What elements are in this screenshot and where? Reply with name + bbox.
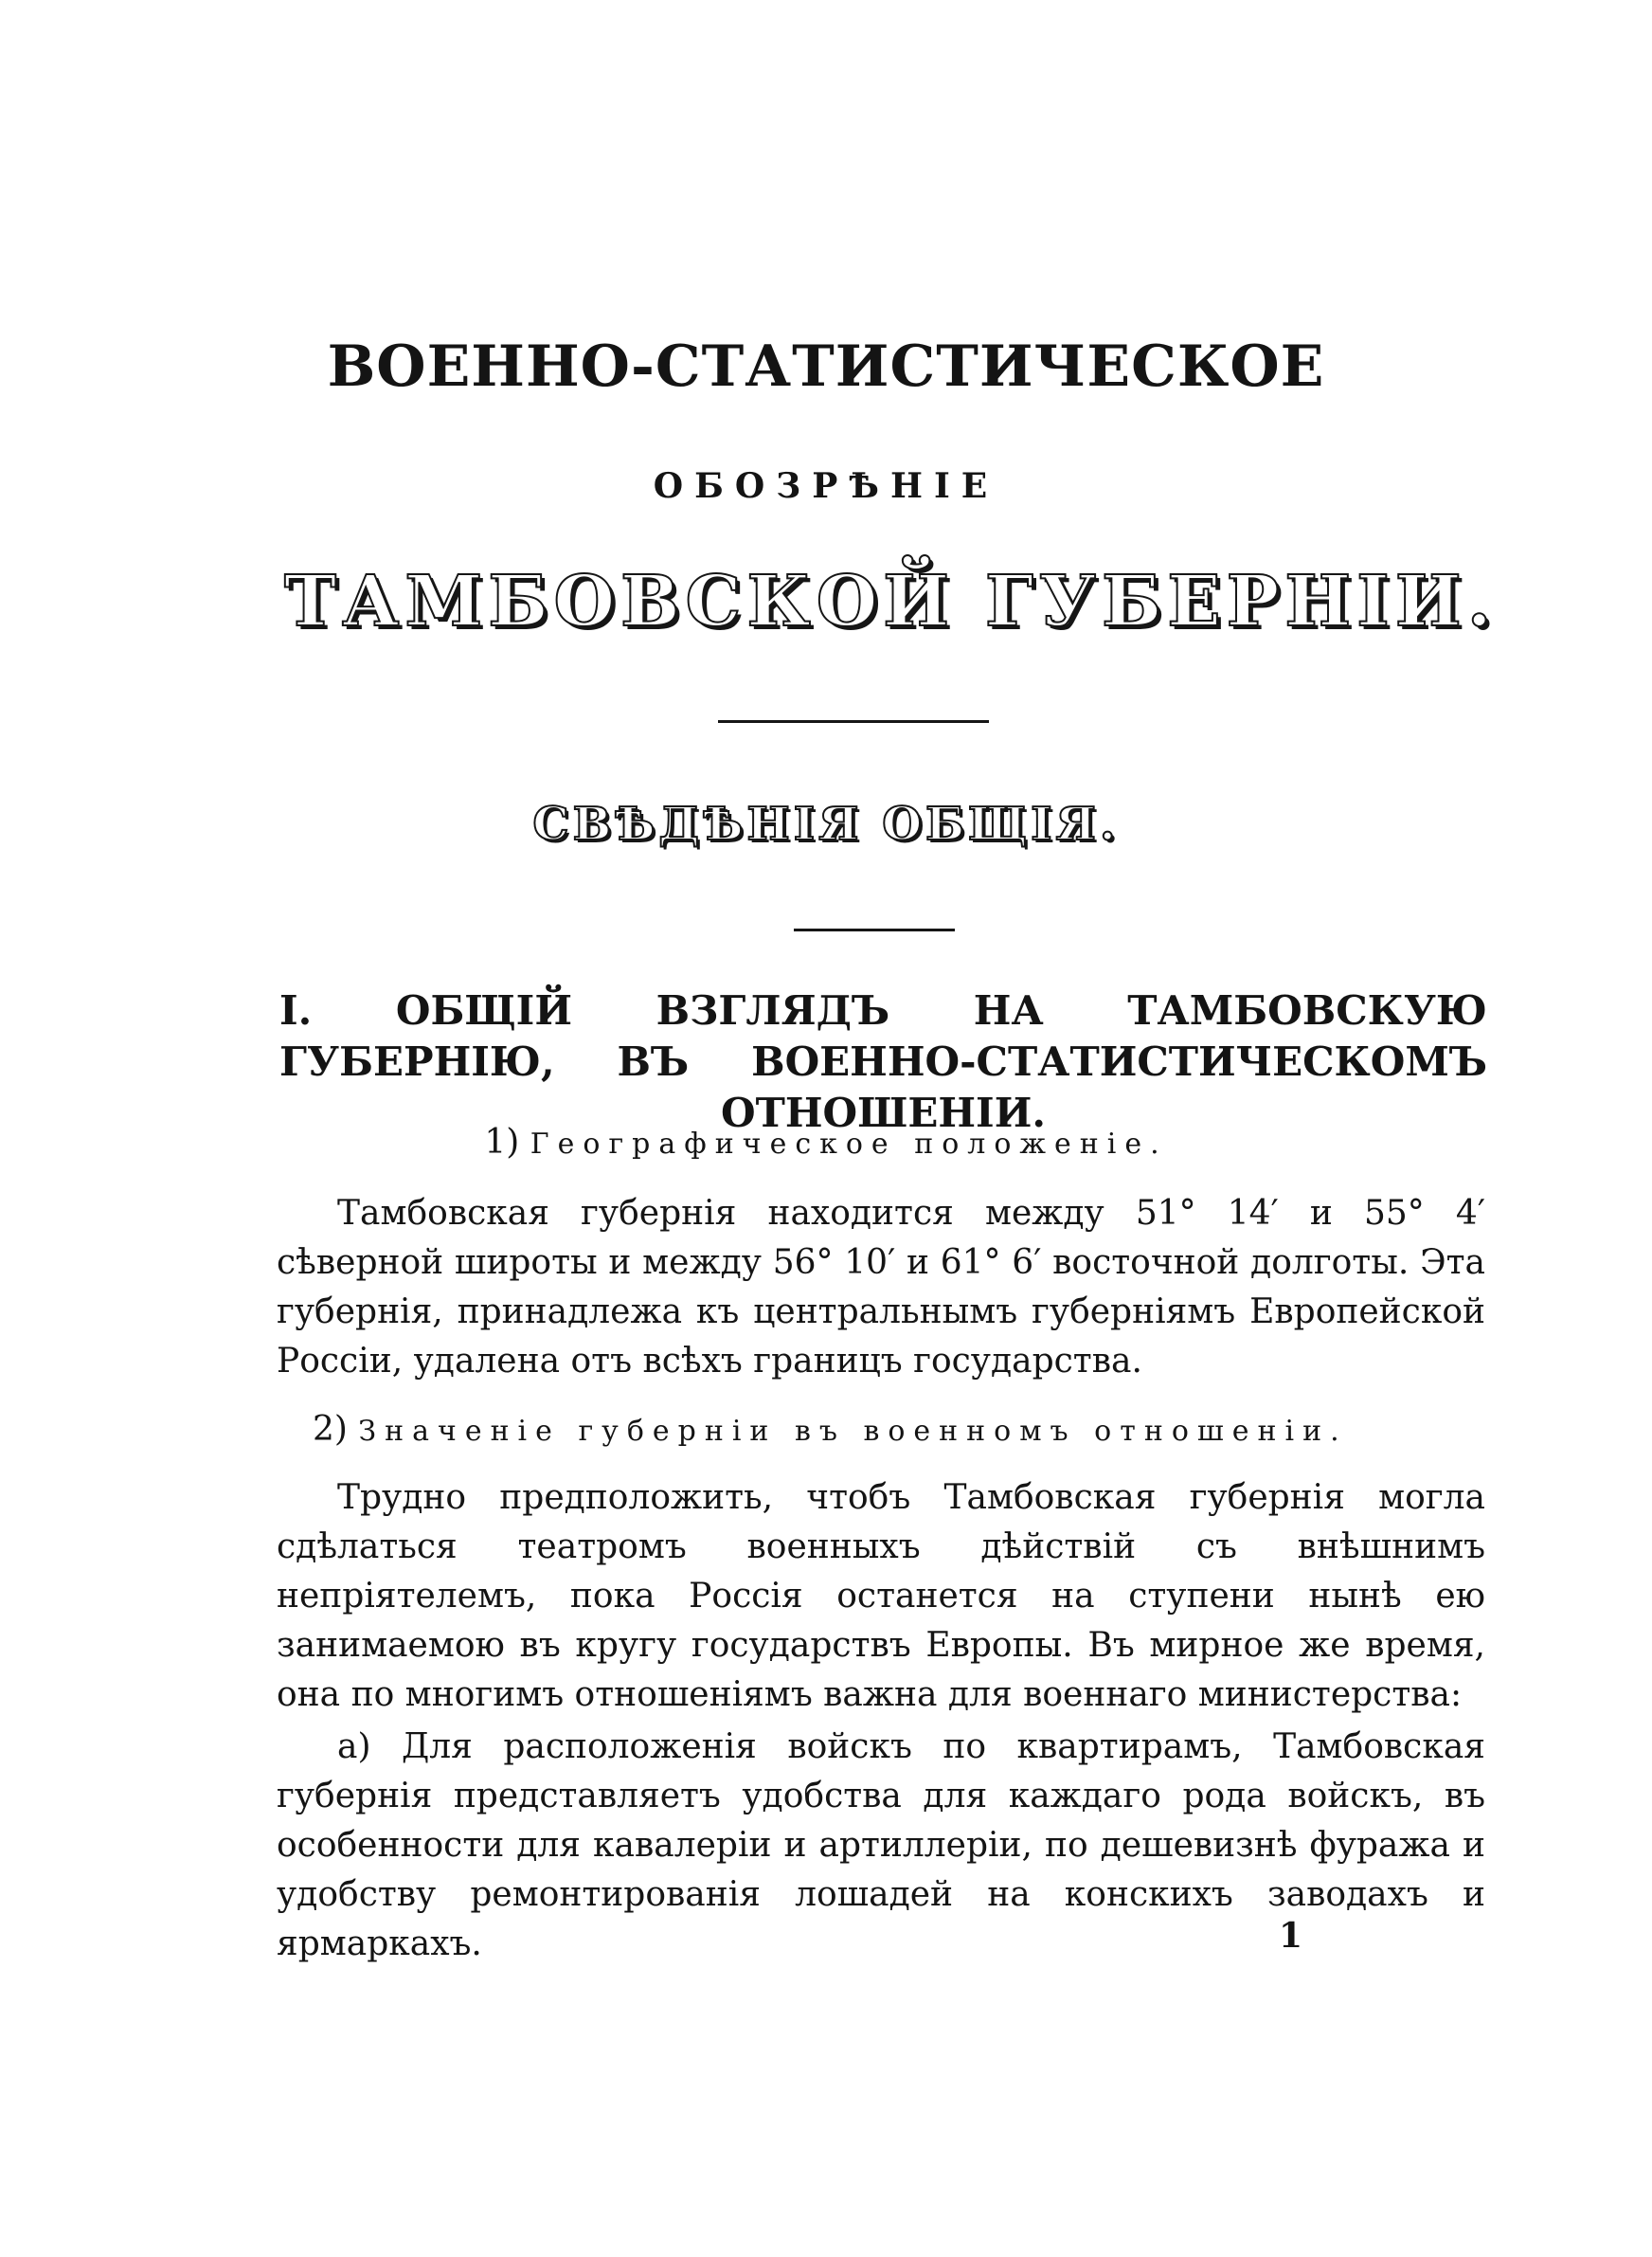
subsection-heading-2: [313, 1410, 1487, 1449]
paragraph: Тамбовская губернія находится между 51° 14′ и 55° 4′ сѣверной широты и между 56° 10′ и 61° 6′ восточной долготы. Эта губернія, принадлежа къ центральнымъ губерніямъ Европейской Россіи, удалена отъ всѣхъ границъ государства.: [277, 1194, 1485, 1381]
subtitle: СВѢДѢНІЯ ОБЩІЯ.: [532, 798, 1120, 851]
subsection-heading-1: [0, 1123, 1652, 1162]
paragraph: Трудно предположить, чтобъ Тамбовская губернія могла сдѣлаться театромъ военныхъ дѣйствій съ внѣшнимъ непріятелемъ, пока Россія останется на ступени нынѣ ею занимаемою въ кругу государствъ Европы. Въ мирное же время, она по многимъ отношеніямъ важна для военнаго министерства:: [277, 1478, 1485, 1714]
section-heading: I. ОБЩІЙ ВЗГЛЯДЪ НА ТАМБОВСКУЮ ГУБЕРНІЮ, ВЪ ВОЕННО-СТАТИСТИЧЕСКОМЪ ОТНОШЕНІИ.: [279, 987, 1487, 1136]
title-line-1: ВОЕННО-СТАТИСТИЧЕСКОЕ: [327, 334, 1325, 400]
divider-rule: [794, 929, 955, 931]
title-line-2: ОБОЗРѢНІЕ: [653, 466, 999, 506]
subsection-number: 1): [484, 1123, 520, 1162]
divider-rule: [718, 720, 989, 723]
page-number: 1: [1279, 1916, 1303, 1956]
subsection-title: Значеніе губерніи въ военномъ отношеніи.: [358, 1415, 1348, 1448]
subsection-title: Географическое положеніе.: [530, 1128, 1168, 1161]
subsection-number: 2): [313, 1410, 348, 1449]
paragraph: а) Для расположенія войскъ по квартирамъ, Тамбовская губернія представляетъ удобства для каждаго рода войскъ, въ особенности для кавалеріи и артиллеріи, по дешевизнѣ фуража и удобству ремонтированія лошадей на конскихъ заводахъ и ярмаркахъ.: [277, 1727, 1485, 1963]
title-line-3: ТАМБОВСКОЙ ГУБЕРНІИ.: [284, 561, 1498, 642]
